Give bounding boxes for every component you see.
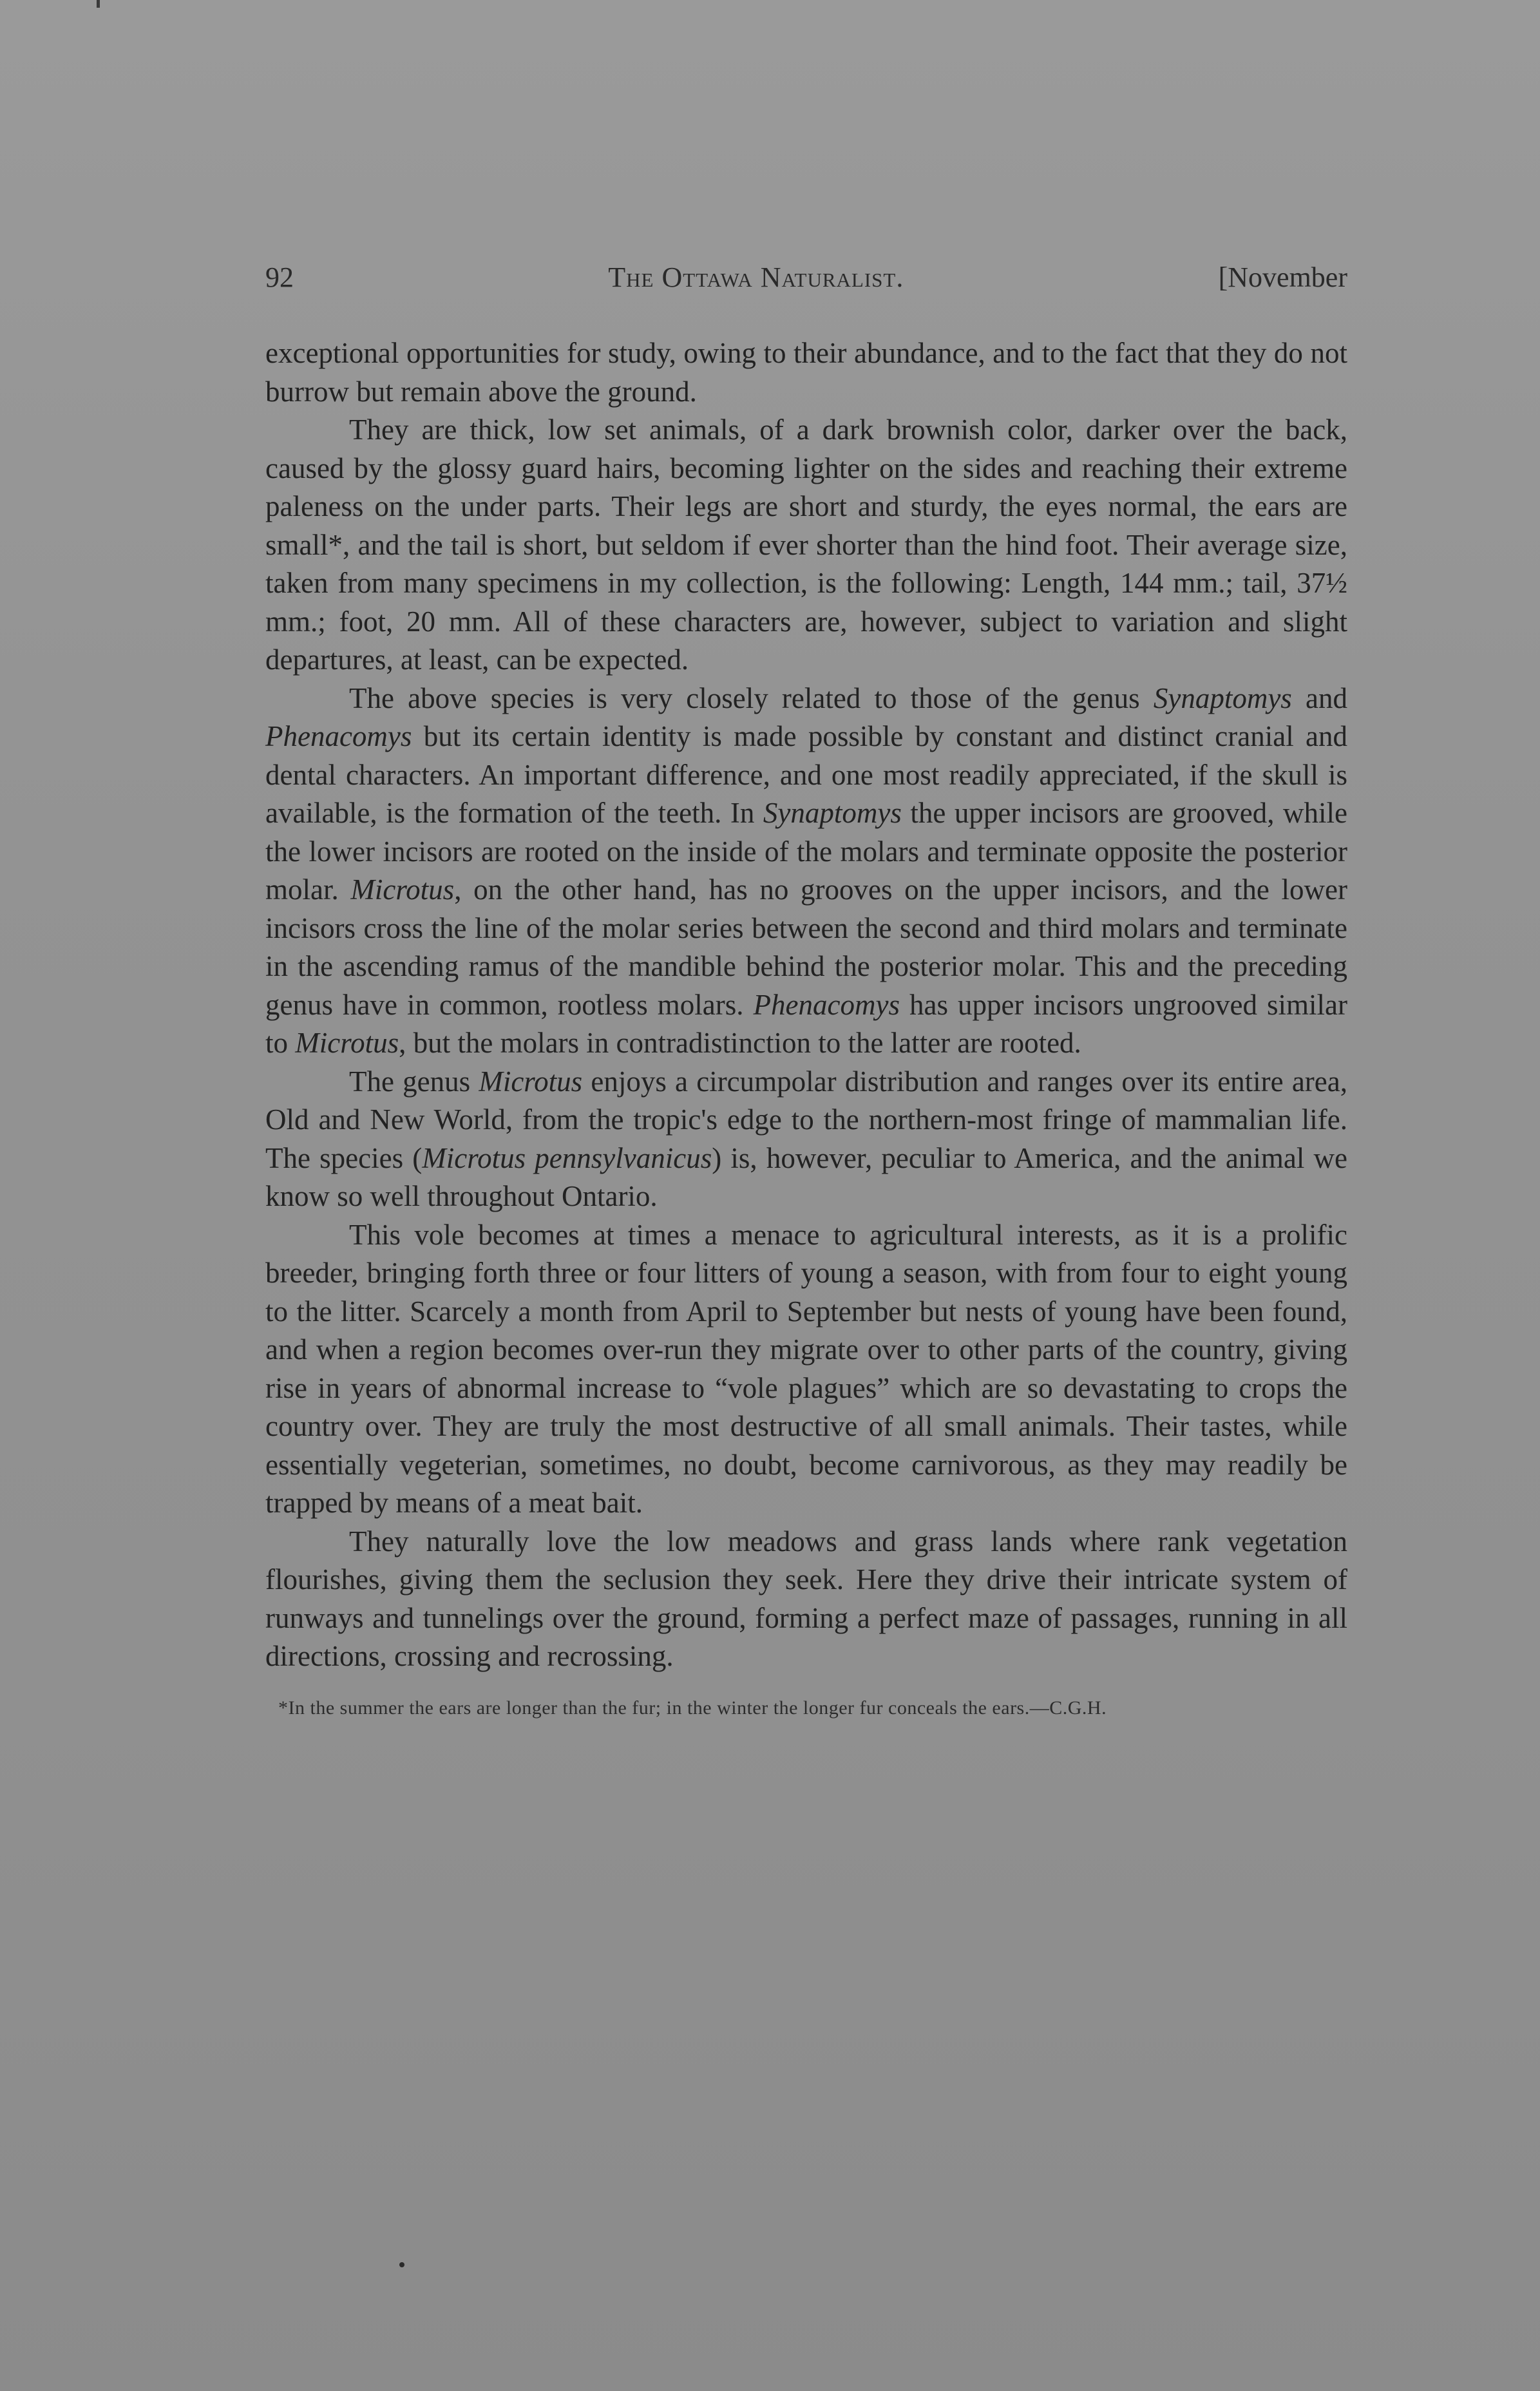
text-run: the upper incisors are grooved, while the lower incisors are rooted on the inside of the molars and terminate opposite the posterior molar. [265, 797, 1347, 906]
genus-name: Microtus [479, 1065, 583, 1098]
paragraph-1: exceptional opportunities for study, owing to their abundance, and to the fact that they do not burrow but remain above the ground. [265, 337, 1347, 408]
genus-name: Synaptomys [763, 797, 902, 829]
journal-title: The Ottawa Naturalist. [608, 262, 904, 293]
paragraph-2: They are thick, low set animals, of a dark brownish color, darker over the back, caused by the glossy guard hairs, becoming lighter on the sides and reaching their extreme paleness on the under parts. Their legs are short and sturdy, the eyes normal, the ears are small*, and the tail is short, but seldom if ever shorter than the hind foot. Their average size, taken from many specimens in my collection, is the following: Length, 144 mm.; tail, 37½ mm.; foot, 20 mm. All of these characters are, however, subject to variation and slight departures, at least, can be expected. [265, 414, 1347, 676]
running-header [265, 261, 1347, 306]
issue-month: [November [1218, 262, 1347, 293]
species-name: Microtus pennsylvanicus [422, 1141, 712, 1174]
paragraph-5: This vole becomes at times a menace to agricultural interests, as it is a prolific breeder, bringing forth three or four litters of young a season, with from four to eight young to the litter. Scarcely a month from April to September but nests of young have been found, and when a region becomes over-run they migrate over to other parts of the country, giving rise in years of abnormal increase to “vole plagues” which are so devastating to crops the country over. They are truly the most destructive of all small animals. Their tastes, while essentially vegeterian, sometimes, no doubt, become carnivorous, as they may readily be trapped by means of a meat bait. [265, 1218, 1347, 1519]
text-run: but its certain identity is made possible by constant and distinct cranial and dental characters. An important difference, and one most readily appreciated, if the skull is available, is the formation of the teeth. In [265, 720, 1347, 829]
text-run: , on the other hand, has no grooves on the upper incisors, and the lower incisors cross the line of the molar series between the second and third molars and terminate in the ascending ramus of the mandible behind the posterior molar. This and the preceding genus have in common, rootless molars. [265, 873, 1347, 1021]
scan-corner-mark [97, 0, 100, 8]
text-run: and [1291, 681, 1347, 714]
footnote: *In the summer the ears are longer than the fur; in the winter the longer fur conceals the ears.—C.G.H. [278, 1697, 1107, 1719]
article-body [265, 334, 1347, 1676]
genus-name: Phenacomys [753, 988, 900, 1021]
text-run: The genus [349, 1065, 479, 1098]
page-number: 92 [265, 262, 294, 293]
genus-name: Microtus [295, 1027, 399, 1059]
text-run: enjoys a circumpolar distribution and ranges over its entire area, Old and New World, from the tropic's edge to the northern-most fringe of mammalian life. The species ( [265, 1065, 1347, 1174]
stray-mark [399, 2262, 404, 2267]
page-content [265, 261, 1347, 1721]
text-run: has upper incisors ungrooved similar to [265, 988, 1347, 1059]
text-run: ) is, however, peculiar to America, and the animal we know so well throughout Ontario. [265, 1141, 1347, 1212]
text-run: , but the molars in contradistinction to the latter are rooted. [399, 1027, 1081, 1059]
genus-name: Phenacomys [265, 720, 412, 752]
paragraph-6: They naturally love the low meadows and grass lands where rank vegetation flourishes, giving them the seclusion they seek. Here they drive their intricate system of runways and tunnelings over the ground, forming a perfect maze of passages, running in all directions, crossing and recrossing. [265, 1525, 1347, 1672]
genus-name: Microtus [350, 873, 455, 906]
paragraph-3 [265, 680, 1347, 1063]
paragraph-4 [265, 1063, 1347, 1216]
genus-name: Synaptomys [1153, 681, 1292, 714]
text-run: The above species is very closely related to those of the genus [349, 681, 1154, 714]
